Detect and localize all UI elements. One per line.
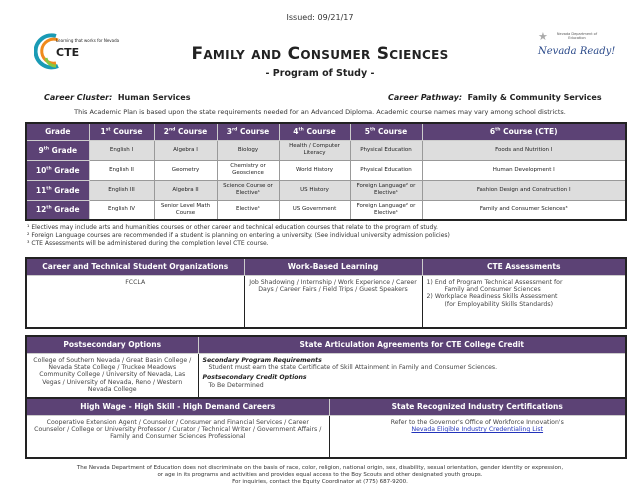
certifications-cell: Refer to the Governor's Office of Workforce Innovation's Nevada Eligible Industry Credentialing List xyxy=(329,415,626,458)
careers-table xyxy=(25,397,627,459)
wbl-header: Work-Based Learning xyxy=(244,258,422,275)
grid-header-3: 3rd Course xyxy=(217,123,279,140)
career-cluster: Career Cluster: Human Services xyxy=(44,93,191,102)
grid-header-0: Grade xyxy=(26,123,89,140)
assessments-list: 1) End of Program Technical Assessment for Family and Consumer Sciences 2) Workplace Readiness Skills Assessment (for Employability Skills Standards) xyxy=(422,275,626,328)
course-cell: US History xyxy=(279,180,350,200)
plan-note: This Academic Plan is based upon the state requirements needed for an Advanced Diploma. Academic course names may vary among school districts. xyxy=(74,108,566,116)
grid-header-1: 1st Course xyxy=(89,123,154,140)
footnote: ² Foreign Language courses are recommended if a student is planning on entering a university. (See individual university admission policies) xyxy=(27,232,450,239)
course-cell: Physical Education xyxy=(350,160,422,180)
star-icon: ★ xyxy=(538,30,548,43)
grid-header-5: 5th Course xyxy=(350,123,422,140)
grade-label: 10th Grade xyxy=(26,160,89,180)
postsecondary-options: College of Southern Nevada / Great Basin College / Nevada State College / Truckee Meadows Community College / University of Nevada, Las Vegas / University of Nevada, Reno / Western Nevada College xyxy=(26,353,198,398)
articulation-details: Secondary Program Requirements Student must earn the state Certificate of Skill Attainment in Family and Consumer Sciences. Postsecondary Credit Options To Be Determined xyxy=(198,353,626,398)
grid-header-4: 4th Course xyxy=(279,123,350,140)
footnotes xyxy=(27,224,450,248)
course-cell: US Government xyxy=(279,200,350,220)
grid-header-2: 2nd Course xyxy=(154,123,217,140)
page-subtitle: - Program of Study - xyxy=(265,68,375,79)
course-cell: Human Development I xyxy=(422,160,626,180)
footnote: ¹ Electives may include arts and humanities courses or other career and technical education courses that relate to the program of study. xyxy=(27,224,438,231)
wbl-list: Job Shadowing / Internship / Work Experience / Career Days / Career Fairs / Field Trips / Guest Speakers xyxy=(244,275,422,328)
course-cell: English III xyxy=(89,180,154,200)
course-cell: Biology xyxy=(217,140,279,160)
footnote: ³ CTE Assessments will be administered during the completion level CTE course. xyxy=(27,240,269,247)
course-grid xyxy=(25,122,627,221)
certifications-header: State Recognized Industry Certifications xyxy=(329,398,626,415)
ctso-header: Career and Technical Student Organizations xyxy=(26,258,244,275)
course-cell: Foods and Nutrition I xyxy=(422,140,626,160)
course-cell: Health / Computer Literacy xyxy=(279,140,350,160)
course-cell: English I xyxy=(89,140,154,160)
course-cell: Elective¹ xyxy=(217,200,279,220)
career-pathway: Career Pathway: Family & Community Services xyxy=(388,93,602,102)
cte-mark: CTE xyxy=(56,46,80,59)
course-cell: Foreign Language² or Elective¹ xyxy=(350,180,422,200)
grade-row xyxy=(26,180,626,200)
postsecondary-table xyxy=(25,335,627,399)
careers-header: High Wage - High Skill - High Demand Careers xyxy=(26,398,329,415)
ctso-org: FCCLA xyxy=(26,275,244,328)
course-cell: English IV xyxy=(89,200,154,220)
course-cell: World History xyxy=(279,160,350,180)
course-cell: Chemistry or Geoscience xyxy=(217,160,279,180)
grade-row xyxy=(26,200,626,220)
course-cell: Algebra II xyxy=(154,180,217,200)
articulation-header: State Articulation Agreements for CTE College Credit xyxy=(198,336,626,353)
course-cell: Fashion Design and Construction I xyxy=(422,180,626,200)
grade-label: 12th Grade xyxy=(26,200,89,220)
postsecondary-header: Postsecondary Options xyxy=(26,336,198,353)
course-cell: English II xyxy=(89,160,154,180)
grade-row xyxy=(26,140,626,160)
assessments-header: CTE Assessments xyxy=(422,258,626,275)
course-cell: Geometry xyxy=(154,160,217,180)
credentialing-list-link[interactable]: Nevada Eligible Industry Credentialing List xyxy=(411,425,544,433)
page-title: Family and Consumer Sciences xyxy=(191,44,449,64)
issued-date: Issued: 09/21/17 xyxy=(286,13,354,22)
course-cell: Algebra I xyxy=(154,140,217,160)
course-cell: Foreign Language² or Elective¹ xyxy=(350,200,422,220)
course-cell: Family and Consumer Sciences³ xyxy=(422,200,626,220)
grade-label: 11th Grade xyxy=(26,180,89,200)
course-cell: Science Course or Elective¹ xyxy=(217,180,279,200)
grade-row xyxy=(26,160,626,180)
grid-header-6: 6th Course (CTE) xyxy=(422,123,626,140)
ctso-table xyxy=(25,257,627,329)
careers-list: Cooperative Extension Agent / Counselor / Consumer and Financial Services / Career Counselor / College or University Professor / Curator / Technical Writer / Government Affairs / Family and Consumer Sciences Professional xyxy=(26,415,329,458)
nv-dept: Nevada Department of Education xyxy=(556,32,598,40)
grade-label: 9th Grade xyxy=(26,140,89,160)
nondiscrimination-footer: The Nevada Department of Education does not discriminate on the basis of race, color, religion, national origin, sex, disability, sexual orientation, gender identity or expression, or age in its programs and activities and provides equal access to the Boy Scouts and other designated youth groups. For inquiries, contact the Equity Coordinator at (775) 687-9200. xyxy=(76,465,564,485)
course-cell: Physical Education xyxy=(350,140,422,160)
course-cell: Senior Level Math Course xyxy=(154,200,217,220)
nv-ready-text: Nevada Ready! xyxy=(538,46,616,57)
cte-tagline: Learning that works for Nevada xyxy=(56,38,120,43)
